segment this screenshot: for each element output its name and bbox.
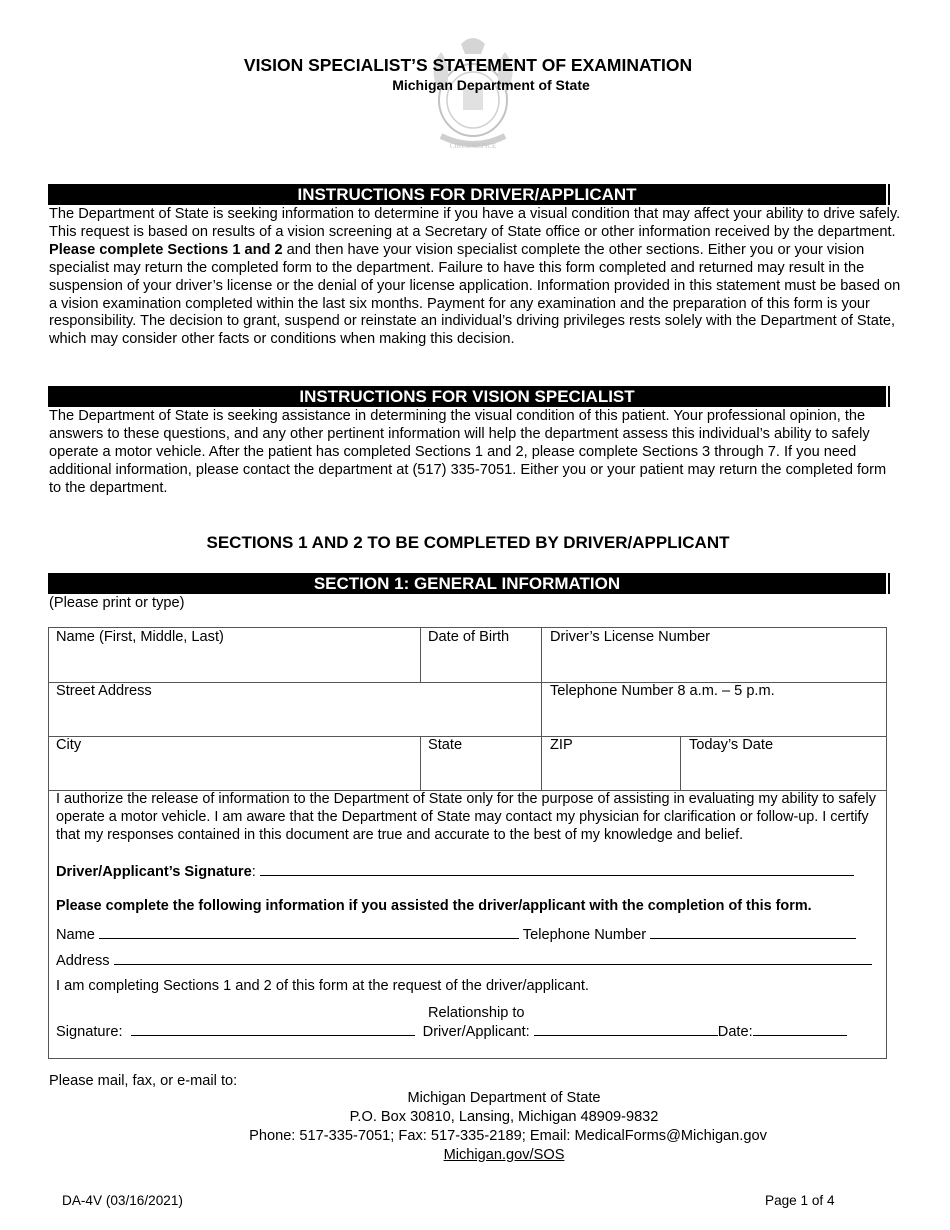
assist-signature-label: Signature: xyxy=(56,1024,123,1040)
assist-name-row xyxy=(56,925,856,943)
assist-address-row xyxy=(56,951,872,969)
todays-date-field[interactable]: Today’s Date xyxy=(689,737,774,753)
mail-intro: Please mail, fax, or e-mail to: xyxy=(49,1073,238,1089)
assist-signature-row xyxy=(56,1022,847,1040)
col-divider xyxy=(420,736,421,790)
form-subtitle: Michigan Department of State xyxy=(392,77,590,93)
assist-date-input[interactable] xyxy=(753,1022,847,1036)
relationship-input[interactable] xyxy=(534,1022,718,1036)
assist-statement: I am completing Sections 1 and 2 of this form at the request of the driver/applicant. xyxy=(56,978,589,994)
applicant-signature-row xyxy=(56,862,854,880)
city-field[interactable]: City xyxy=(56,737,82,753)
signature-colon: : xyxy=(251,864,256,880)
assist-phone-label: Telephone Number xyxy=(522,927,647,943)
assist-address-input[interactable] xyxy=(114,951,872,965)
applicant-signature-label: Driver/Applicant’s Signature xyxy=(56,864,252,880)
form-title: VISION SPECIALIST’S STATEMENT OF EXAMINATION xyxy=(243,55,693,75)
assist-name-input[interactable] xyxy=(99,925,519,939)
authorization-text: I authorize the release of information to the Department of State only for the purpose of assisting in evaluating my ability to safely operate a motor vehicle. I am aware that the Department of State may contact my physician for clarification or follow-up. I certify that my responses contained in this document are true and accurate to the best of my knowledge and belief. xyxy=(56,791,876,843)
mail-contact: Phone: 517-335-7051; Fax: 517-335-2189; Email: MedicalForms@Michigan.gov xyxy=(249,1128,767,1144)
sections-heading: SECTIONS 1 AND 2 TO BE COMPLETED BY DRIVER/APPLICANT xyxy=(206,533,730,552)
license-number-field[interactable]: Driver’s License Number xyxy=(550,629,711,645)
website-link[interactable]: Michigan.gov/SOS xyxy=(443,1147,565,1163)
specialist-instructions-text: The Department of State is seeking assistance in determining the visual condition of this patient. Your professional opinion, the answers to these questions, and any other pertinent information will help the department assess this individual’s ability to safely operate a motor vehicle. After the patient has completed Sections 1 and 2, please complete Sections 3 through 7. If you need additional information, please contact the department at (517) 335-7051. Either you or your patient may return the completed form to the department. xyxy=(49,408,887,496)
section1-heading: SECTION 1: GENERAL INFORMATION xyxy=(48,573,888,594)
applicant-signature-input[interactable] xyxy=(260,862,854,876)
assist-phone-input[interactable] xyxy=(650,925,856,939)
driver-instructions-text: The Department of State is seeking information to determine if you have a visual condition that may affect your ability to drive safely. This request is based on results of a vision screening at a Secretary of State office or other information received by the department. Please complete Sections 1 and 2 and then have your vision specialist complete the other sections. Either you or your vision specialist may return the completed form to the department. Failure to have this form completed and returned may result in the suspension of your driver’s license or the denial of your license application. Information provided in this statement must be based on a vision examination completed within the last six months. Payment for any examination and the preparation of this form is your responsibility. The decision to grant, suspend or reinstate an individual’s driving privileges rests solely with the Department of State, which may consider other facts or conditions when making this decision. xyxy=(49,206,901,348)
driver-instructions-heading: INSTRUCTIONS FOR DRIVER/APPLICANT xyxy=(48,184,888,205)
telephone-field[interactable]: Telephone Number 8 a.m. – 5 p.m. xyxy=(550,683,775,699)
col-divider xyxy=(420,627,421,682)
relationship-label-line1: Relationship to xyxy=(428,1005,525,1021)
street-address-field[interactable]: Street Address xyxy=(56,683,152,699)
mail-org: Michigan Department of State xyxy=(407,1090,601,1106)
assist-date-label: Date: xyxy=(717,1024,753,1040)
name-field[interactable]: Name (First, Middle, Last) xyxy=(56,629,224,645)
page-number: Page 1 of 4 xyxy=(765,1193,835,1208)
mail-website-wrap xyxy=(0,1147,950,1163)
col-divider xyxy=(680,736,681,790)
assist-address-label: Address xyxy=(56,953,110,969)
col-divider xyxy=(541,627,542,790)
relationship-label: Driver/Applicant: xyxy=(422,1024,530,1040)
assist-signature-input[interactable] xyxy=(131,1022,415,1036)
svg-text:CIRCUMSPICE: CIRCUMSPICE xyxy=(449,142,497,150)
zip-field[interactable]: ZIP xyxy=(550,737,573,753)
form-id: DA-4V (03/16/2021) xyxy=(62,1193,183,1208)
assist-heading: Please complete the following information if you assisted the driver/applicant with the completion of this form. xyxy=(56,898,812,914)
dob-field[interactable]: Date of Birth xyxy=(428,629,510,645)
state-field[interactable]: State xyxy=(428,737,463,753)
specialist-instructions-heading: INSTRUCTIONS FOR VISION SPECIALIST xyxy=(48,386,888,407)
assist-name-label: Name xyxy=(56,927,95,943)
mail-address: P.O. Box 30810, Lansing, Michigan 48909-9832 xyxy=(349,1109,659,1125)
print-note: (Please print or type) xyxy=(49,595,185,611)
